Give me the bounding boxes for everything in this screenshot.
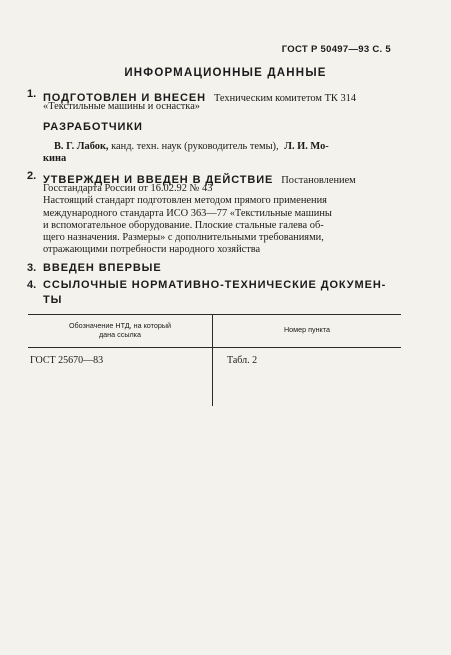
section-2-text-line: и вспомогательное оборудование. Плоские стальные галева об- [43, 219, 324, 231]
document-reference: ГОСТ Р 50497—93 С. 5 [281, 44, 391, 55]
section-2-body [43, 183, 403, 257]
table-header-doc-line2: дана ссылка [98, 330, 141, 339]
developers-line2: кина [43, 153, 67, 164]
section-2-heading: УТВЕРЖДЕН И ВВЕДЕН В ДЕЙСТВИЕ [43, 174, 274, 186]
table-header-doc-line1: Обозначение НТД, на который [68, 321, 172, 330]
section-2-heading-tail: Постановлением [281, 175, 356, 186]
section-1-heading: ПОДГОТОВЛЕН И ВНЕСЕН [43, 92, 206, 104]
table-top-rule [28, 314, 401, 315]
reference-table [28, 314, 401, 406]
section-3-number: 3. [27, 262, 37, 274]
table-header-rule [28, 347, 401, 348]
section-2-text-line: щего назначения. Размеры» с дополнительными требованиями, [43, 232, 324, 244]
page-title: ИНФОРМАЦИОННЫЕ ДАННЫЕ [124, 67, 327, 79]
developer-name-1: В. Г. Лабок, [54, 141, 109, 152]
section-2-text-line: Настоящий стандарт подготовлен методом прямого применения [43, 195, 327, 207]
section-4-heading-line2: ТЫ [43, 294, 63, 306]
section-1-text-line2: «Текстильные машины и оснастка» [43, 101, 201, 112]
section-3-heading: ВВЕДЕН ВПЕРВЫЕ [43, 262, 162, 274]
developer-role-1: канд. техн. наук (руководитель темы), [111, 141, 279, 152]
table-header-doc [28, 321, 212, 339]
section-2-number: 2. [27, 170, 37, 182]
developer-name-2: Л. И. Мо- [284, 141, 329, 152]
developers-line1 [54, 141, 329, 153]
section-2-text-line: международного стандарта ИСО 363—77 «Текстильные машины [43, 207, 332, 219]
section-2-text-line: Госстандарта России от 16.02.92 № 43 [43, 183, 213, 194]
section-1-number: 1. [27, 88, 37, 100]
developers-heading: РАЗРАБОТЧИКИ [43, 121, 143, 133]
table-header-item: Номер пункта [283, 325, 330, 334]
table-cell-doc: ГОСТ 25670—83 [30, 355, 104, 366]
section-1-text-line1: Техническим комитетом ТК 314 [213, 93, 357, 104]
section-4-number: 4. [27, 279, 37, 291]
table-cell-item: Табл. 2 [227, 355, 258, 366]
section-2-text-line: отражающими потребности народного хозяйства [43, 244, 261, 256]
section-4-heading-line1: ССЫЛОЧНЫЕ НОРМАТИВНО-ТЕХНИЧЕСКИЕ ДОКУМЕН- [43, 279, 387, 291]
